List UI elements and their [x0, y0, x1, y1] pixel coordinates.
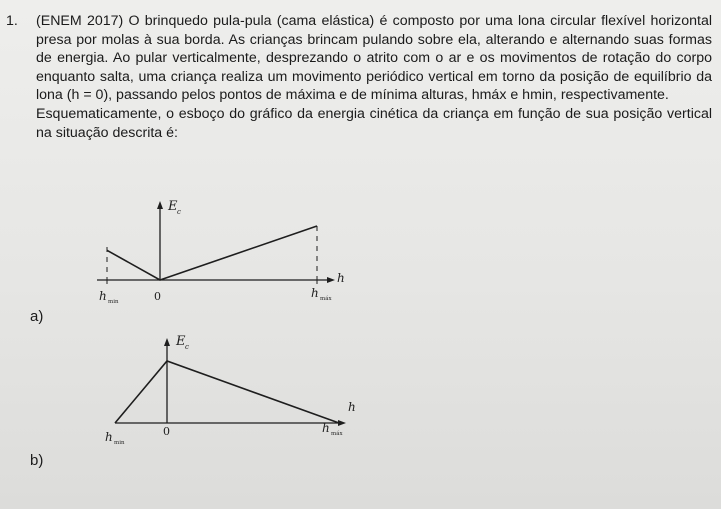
x-axis-label: h	[337, 271, 345, 285]
x-axis-label: h	[348, 400, 356, 414]
graph-option-a	[85, 190, 365, 310]
question-1	[6, 12, 712, 142]
tick-label-hmax: h	[322, 421, 330, 435]
tick-label-hmin-sub: min	[114, 440, 125, 446]
y-axis-arrow	[157, 201, 163, 209]
question-text	[36, 12, 712, 142]
tick-label-zero: 0	[154, 290, 161, 303]
question-prompt: Esquematicamente, o esboço do gráfico da energia cinética da criança em função de sua posição vertical na situação descrita é:	[36, 105, 712, 141]
tick-label-hmax: h	[311, 286, 319, 300]
y-axis-label-sub: c	[185, 343, 189, 351]
y-axis-arrow	[164, 338, 170, 346]
question-statement: (ENEM 2017) O brinquedo pula-pula (cama elástica) é composto por uma lona circular flexível horizontal presa por molas à sua borda. As crianças brincam pulando sobre ela, alterando e alternando suas formas de energia. Ao pular verticalmente, desprezando o atrito com o ar e os movimentos de rotação do corpo enquanto salta, uma criança realiza um movimento periódico vertical em torno da posição de equilíbrio da lona (h = 0), passando pelos pontos de máxima e de mínima alturas, hmáx e hmin, respectivamente.	[36, 13, 712, 104]
option-b-label: b)	[30, 452, 44, 469]
question-number: 1.	[6, 13, 18, 29]
tick-label-hmax-sub: máx	[331, 431, 343, 437]
x-axis-arrow	[338, 420, 346, 426]
tick-label-hmin-sub: min	[108, 299, 119, 305]
tick-label-hmin: h	[99, 289, 107, 303]
tick-label-zero: 0	[163, 425, 170, 438]
option-a-label: a)	[30, 308, 44, 325]
y-axis-label-sub: c	[177, 208, 181, 216]
y-axis-label: E	[168, 199, 178, 214]
x-axis-arrow	[327, 277, 335, 283]
y-axis-label: E	[176, 334, 186, 349]
series-line	[107, 226, 317, 280]
tick-label-hmax-sub: máx	[320, 296, 332, 302]
series-line	[115, 361, 339, 423]
tick-label-hmin: h	[105, 430, 113, 444]
graph-option-b	[85, 325, 375, 450]
